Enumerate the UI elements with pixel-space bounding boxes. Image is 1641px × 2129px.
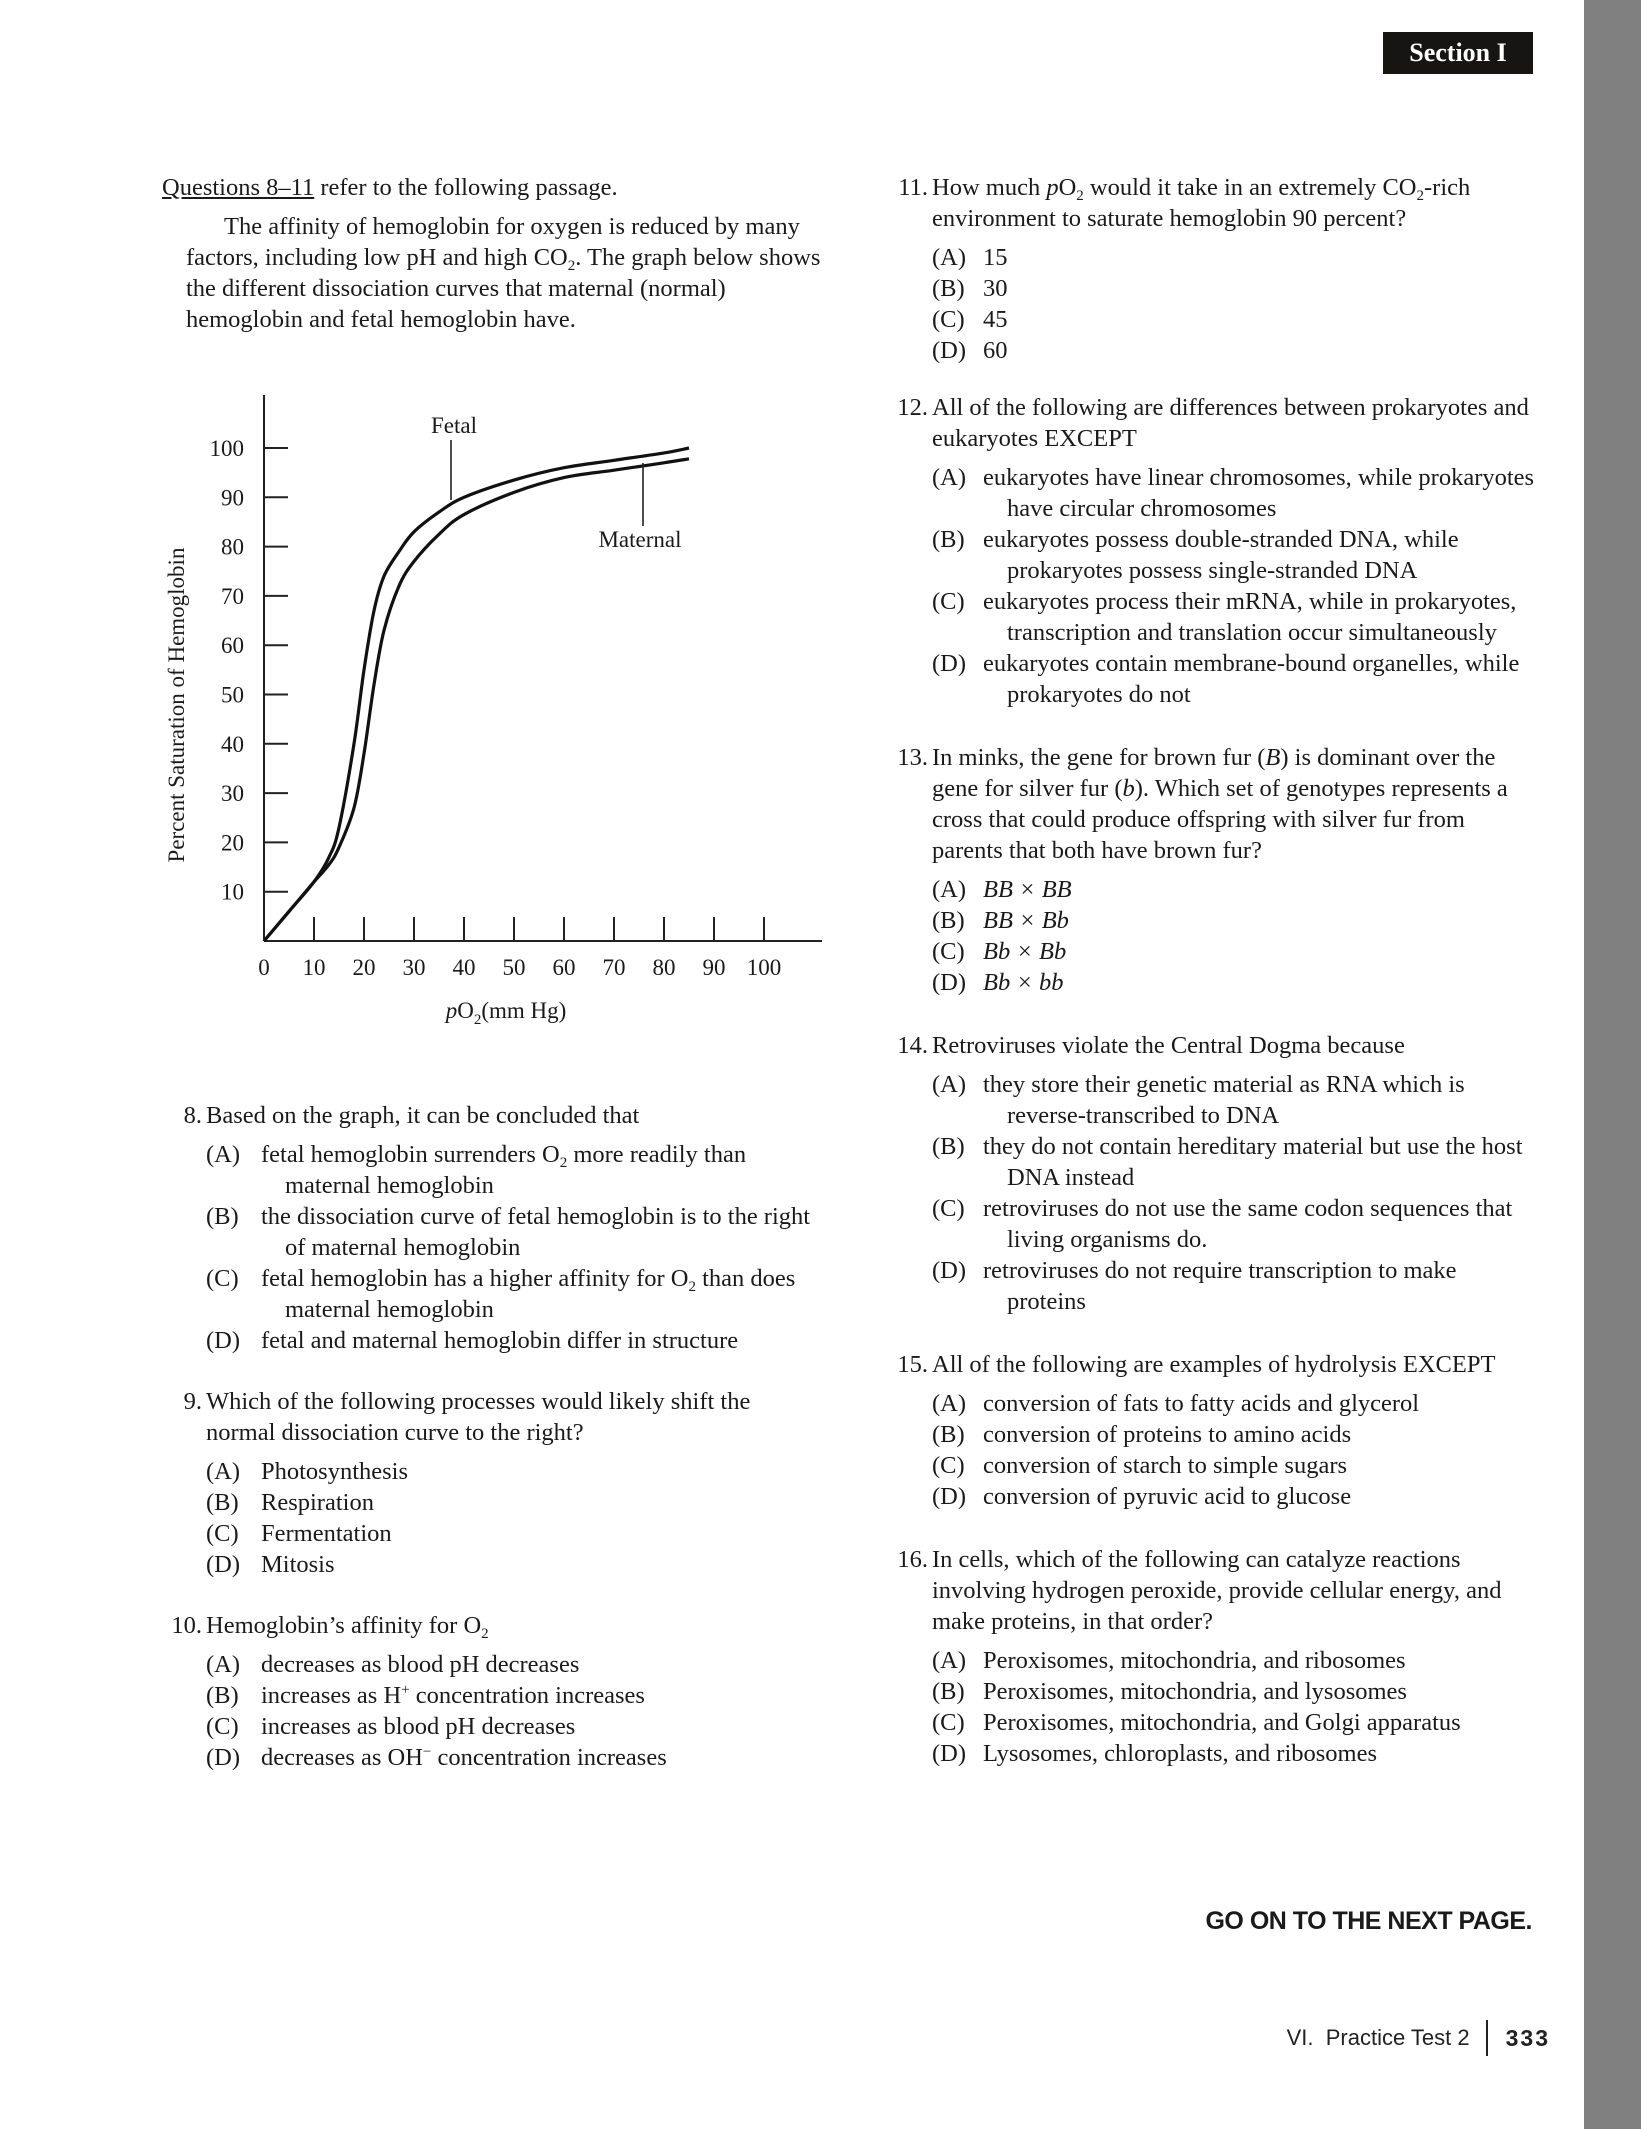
option-text: Bb × Bb: [983, 938, 1067, 965]
option-sub: 2: [559, 1155, 568, 1171]
option-label: (C): [206, 1265, 239, 1292]
option-label: (C): [932, 588, 965, 615]
option-label: (B): [932, 907, 965, 934]
page-footer: [1200, 2018, 1550, 2058]
option-label: (B): [932, 1421, 965, 1448]
option-c[interactable]: [150, 1711, 822, 1742]
option-text: the dissociation curve of fetal hemoglobin is to the right of maternal hemoglobin: [261, 1203, 811, 1261]
option-text: Mitosis: [261, 1551, 335, 1578]
option-label: (D): [932, 337, 967, 364]
option-b[interactable]: [888, 273, 1538, 304]
x-tick-label: 10: [302, 955, 326, 980]
question-15: [888, 1349, 1538, 1512]
option-label: (B): [206, 1682, 239, 1709]
question-stem: All of the following are differences between prokaryotes and eukaryotes EXCEPT: [932, 394, 1529, 452]
option-text: eukaryotes process their mRNA, while in prokaryotes, transcription and translation occur simultaneously: [983, 588, 1517, 646]
y-tick-label: 30: [221, 781, 244, 807]
option-label: (A): [206, 1651, 241, 1678]
option-a[interactable]: [162, 1139, 822, 1201]
option-text-cont: than does maternal hemoglobin: [285, 1265, 796, 1323]
passage-text-1: The affinity of hemoglobin for oxygen is reduced by many factors, including low pH and high CO: [186, 213, 800, 271]
x-tick-label: 20: [352, 955, 376, 980]
option-c[interactable]: [888, 1193, 1538, 1255]
option-d[interactable]: [162, 1325, 822, 1356]
option-label: (A): [932, 1390, 967, 1417]
option-d[interactable]: [888, 1255, 1538, 1317]
option-label: (C): [932, 306, 965, 333]
option-sup: +: [401, 1682, 410, 1698]
y-tick-label: 90: [221, 485, 244, 511]
passage-ref: Questions 8–11: [162, 174, 315, 201]
question-number: 10.: [171, 1612, 202, 1639]
option-text: 30: [983, 275, 1008, 302]
x-tick-label: 30: [402, 955, 426, 980]
footer-divider: [1486, 2020, 1488, 2056]
option-label: (B): [932, 275, 965, 302]
option-sup: −: [422, 1744, 432, 1760]
question-stem: [932, 172, 1538, 234]
option-c[interactable]: [162, 1518, 822, 1549]
option-a[interactable]: [888, 1388, 1538, 1419]
option-b[interactable]: [888, 1676, 1538, 1707]
option-label: (A): [932, 244, 967, 271]
question-stem: Retroviruses violate the Central Dogma because: [932, 1032, 1405, 1059]
stem-text: ). Which set of genotypes represents a cross that could produce offspring with silver fur from parents that both have brown fur?: [932, 775, 1508, 864]
option-text-cont: concentration increases: [409, 1682, 645, 1709]
option-b[interactable]: [888, 1131, 1538, 1193]
y-tick-label: 20: [221, 830, 244, 856]
question-9: [162, 1386, 822, 1580]
chapter-label: VI. Practice Test 2: [1286, 2025, 1470, 2050]
right-column: [888, 172, 1538, 1769]
option-text: conversion of proteins to amino acids: [983, 1421, 1352, 1448]
option-text: they do not contain hereditary material but use the host DNA instead: [983, 1133, 1523, 1191]
stem-text: How much: [932, 174, 1047, 201]
stem-italic: b: [1122, 775, 1135, 802]
question-stem: [206, 1610, 822, 1641]
option-label: (A): [932, 876, 967, 903]
option-text: fetal and maternal hemoglobin differ in structure: [261, 1327, 739, 1354]
x-tick-label: 50: [502, 955, 526, 980]
question-number: 15.: [897, 1351, 928, 1378]
option-c[interactable]: [888, 936, 1538, 967]
question-12: [888, 392, 1538, 710]
option-a[interactable]: [888, 242, 1538, 273]
option-label: (D): [206, 1327, 241, 1354]
option-label: (A): [932, 1647, 967, 1674]
stem-text: In minks, the gene for brown fur (: [932, 744, 1266, 771]
option-text: Peroxisomes, mitochondria, and lysosomes: [983, 1678, 1407, 1705]
option-label: (B): [932, 1133, 965, 1160]
option-label: (D): [932, 650, 967, 677]
passage-sub: 2: [567, 258, 576, 274]
question-8: [162, 1100, 822, 1356]
option-label: (A): [932, 464, 967, 491]
option-text: BB × Bb: [983, 907, 1069, 934]
y-tick-label: 40: [221, 731, 244, 757]
option-label: (D): [932, 1483, 967, 1510]
option-label: (A): [206, 1458, 241, 1485]
option-b[interactable]: [162, 1487, 822, 1518]
option-text: retroviruses do not use the same codon sequences that living organisms do.: [983, 1195, 1513, 1253]
y-tick-label: 10: [221, 879, 244, 905]
x-tick-label: 90: [702, 955, 726, 980]
option-text-cont: concentration increases: [431, 1744, 667, 1771]
question-number: 16.: [897, 1546, 928, 1573]
stem-sub: 2: [1076, 188, 1084, 204]
option-text-cont: more readily than maternal hemoglobin: [285, 1141, 747, 1199]
option-b[interactable]: [888, 524, 1538, 586]
option-b[interactable]: [150, 1680, 822, 1711]
option-label: (C): [932, 1709, 965, 1736]
x-tick-label: 0: [258, 955, 270, 980]
option-text: Bb × bb: [983, 969, 1064, 996]
option-text: BB × BB: [983, 876, 1072, 903]
passage-intro-rest: refer to the following passage.: [314, 174, 618, 201]
x-tick-label: 100: [746, 955, 782, 980]
option-text: 15: [983, 244, 1008, 271]
option-label: (B): [206, 1489, 239, 1516]
option-d[interactable]: [888, 648, 1538, 710]
question-stem: Based on the graph, it can be concluded that: [206, 1102, 640, 1129]
option-text: Respiration: [261, 1489, 374, 1516]
option-a[interactable]: [888, 1069, 1538, 1131]
option-text: Peroxisomes, mitochondria, and ribosomes: [983, 1647, 1406, 1674]
option-label: (D): [206, 1744, 241, 1771]
chart-space: [162, 335, 822, 1135]
option-text: conversion of starch to simple sugars: [983, 1452, 1348, 1479]
question-14: [888, 1030, 1538, 1317]
option-label: (A): [932, 1071, 967, 1098]
option-text: retroviruses do not require transcription to make proteins: [983, 1257, 1457, 1315]
option-text: Photosynthesis: [261, 1458, 409, 1485]
option-d[interactable]: [888, 1738, 1538, 1769]
option-a[interactable]: [888, 1645, 1538, 1676]
option-d[interactable]: [888, 335, 1538, 366]
option-a[interactable]: [888, 874, 1538, 905]
stem-italic: p: [1046, 174, 1059, 201]
y-tick-label: 60: [221, 633, 244, 659]
left-column: [162, 172, 822, 1773]
option-b[interactable]: [888, 905, 1538, 936]
question-16: [888, 1544, 1538, 1769]
passage-text-2: . The graph below shows the different dissociation curves that maternal (normal) hemoglobin and fetal hemoglobin have.: [186, 244, 821, 333]
option-text: Fermentation: [261, 1520, 392, 1547]
question-number: 13.: [897, 744, 928, 771]
question-13: [888, 742, 1538, 998]
y-tick-label: 50: [221, 682, 244, 708]
option-label: (B): [932, 1678, 965, 1705]
option-a[interactable]: [162, 1456, 822, 1487]
option-d[interactable]: [888, 1481, 1538, 1512]
option-text: conversion of fats to fatty acids and glycerol: [983, 1390, 1420, 1417]
stem-text: O: [1058, 174, 1077, 201]
option-label: (B): [932, 526, 965, 553]
option-label: (C): [932, 1452, 965, 1479]
stem-text: would it take in an extremely CO: [1083, 174, 1417, 201]
question-stem: In cells, which of the following can catalyze reactions involving hydrogen peroxide, provide cellular energy, and make proteins, in that order?: [932, 1546, 1502, 1635]
question-stem: [932, 742, 1538, 866]
option-c[interactable]: [888, 304, 1538, 335]
stem-sub: 2: [481, 1626, 489, 1642]
passage-text: [186, 211, 822, 335]
option-label: (A): [206, 1141, 241, 1168]
x-tick-label: 60: [552, 955, 576, 980]
option-text: 45: [983, 306, 1008, 333]
option-text: eukaryotes possess double-stranded DNA, while prokaryotes possess single-stranded DNA: [983, 526, 1459, 584]
page-number: 333: [1505, 2024, 1550, 2051]
stem-text: Hemoglobin’s affinity for O: [206, 1612, 482, 1639]
x-tick-label: 70: [602, 955, 626, 980]
option-text: increases as blood pH decreases: [261, 1713, 576, 1740]
option-text: increases as H: [261, 1682, 402, 1709]
y-tick-label: 80: [221, 534, 244, 560]
x-tick-label: 40: [452, 955, 476, 980]
question-10: [150, 1610, 822, 1773]
x-axis-label: $pO_2(mm$ Hg): [445, 998, 567, 1028]
question-number: 9.: [183, 1388, 202, 1415]
option-d[interactable]: [888, 967, 1538, 998]
option-sub: 2: [688, 1279, 696, 1295]
section-label: Section I: [1383, 32, 1533, 74]
option-text: fetal hemoglobin has a higher affinity for O: [261, 1265, 689, 1292]
option-c[interactable]: [162, 1263, 822, 1325]
option-text: decreases as blood pH decreases: [261, 1651, 580, 1678]
option-label: (B): [206, 1203, 239, 1230]
option-label: (D): [932, 1257, 967, 1284]
stem-text: ) is dominant over the gene for silver fur (: [932, 744, 1496, 802]
option-text: they store their genetic material as RNA which is reverse-transcribed to DNA: [983, 1071, 1465, 1129]
question-number: 14.: [897, 1032, 928, 1059]
fetal-label: Fetal: [431, 413, 477, 438]
option-text: eukaryotes have linear chromosomes, while prokaryotes have circular chromosomes: [983, 464, 1535, 522]
option-label: (D): [932, 969, 967, 996]
x-tick-label: 80: [652, 955, 676, 980]
option-c[interactable]: [888, 586, 1538, 648]
question-11: [888, 172, 1538, 366]
page-edge-band: [1584, 0, 1641, 2129]
option-c[interactable]: [888, 1450, 1538, 1481]
option-a[interactable]: [888, 462, 1538, 524]
go-on-next-page: GO ON TO THE NEXT PAGE.: [1205, 1907, 1532, 1935]
option-text: Peroxisomes, mitochondria, and Golgi apparatus: [983, 1709, 1461, 1736]
question-number: 12.: [897, 394, 928, 421]
y-axis-label: Percent Saturation of Hemoglobin: [164, 547, 189, 863]
option-label: (C): [932, 1195, 965, 1222]
option-b[interactable]: [162, 1201, 822, 1263]
question-number: 8.: [183, 1102, 202, 1129]
option-label: (D): [932, 1740, 967, 1767]
maternal-label: Maternal: [598, 527, 682, 552]
option-label: (C): [206, 1713, 239, 1740]
option-text: fetal hemoglobin surrenders O: [261, 1141, 560, 1168]
option-c[interactable]: [888, 1707, 1538, 1738]
option-text: 60: [983, 337, 1008, 364]
question-stem: All of the following are examples of hydrolysis EXCEPT: [932, 1351, 1496, 1378]
stem-italic: B: [1265, 744, 1281, 771]
option-b[interactable]: [888, 1419, 1538, 1450]
option-a[interactable]: [150, 1649, 822, 1680]
option-text: decreases as OH: [261, 1744, 423, 1771]
option-text: Lysosomes, chloroplasts, and ribosomes: [983, 1740, 1378, 1767]
y-tick-label: 70: [221, 583, 244, 609]
question-number: 11.: [898, 174, 928, 201]
option-label: (C): [932, 938, 965, 965]
option-text: eukaryotes contain membrane-bound organelles, while prokaryotes do not: [983, 650, 1520, 708]
option-label: (D): [206, 1551, 241, 1578]
y-tick-label: 100: [209, 436, 244, 461]
stem-text: -rich environment to saturate hemoglobin 90 percent?: [932, 174, 1471, 232]
option-d[interactable]: [162, 1549, 822, 1580]
passage-intro: [162, 172, 822, 203]
option-text: conversion of pyruvic acid to glucose: [983, 1483, 1352, 1510]
option-d[interactable]: [150, 1742, 822, 1773]
question-stem: Which of the following processes would likely shift the normal dissociation curve to the right?: [206, 1388, 751, 1446]
stem-sub: 2: [1416, 188, 1424, 204]
option-label: (C): [206, 1520, 239, 1547]
